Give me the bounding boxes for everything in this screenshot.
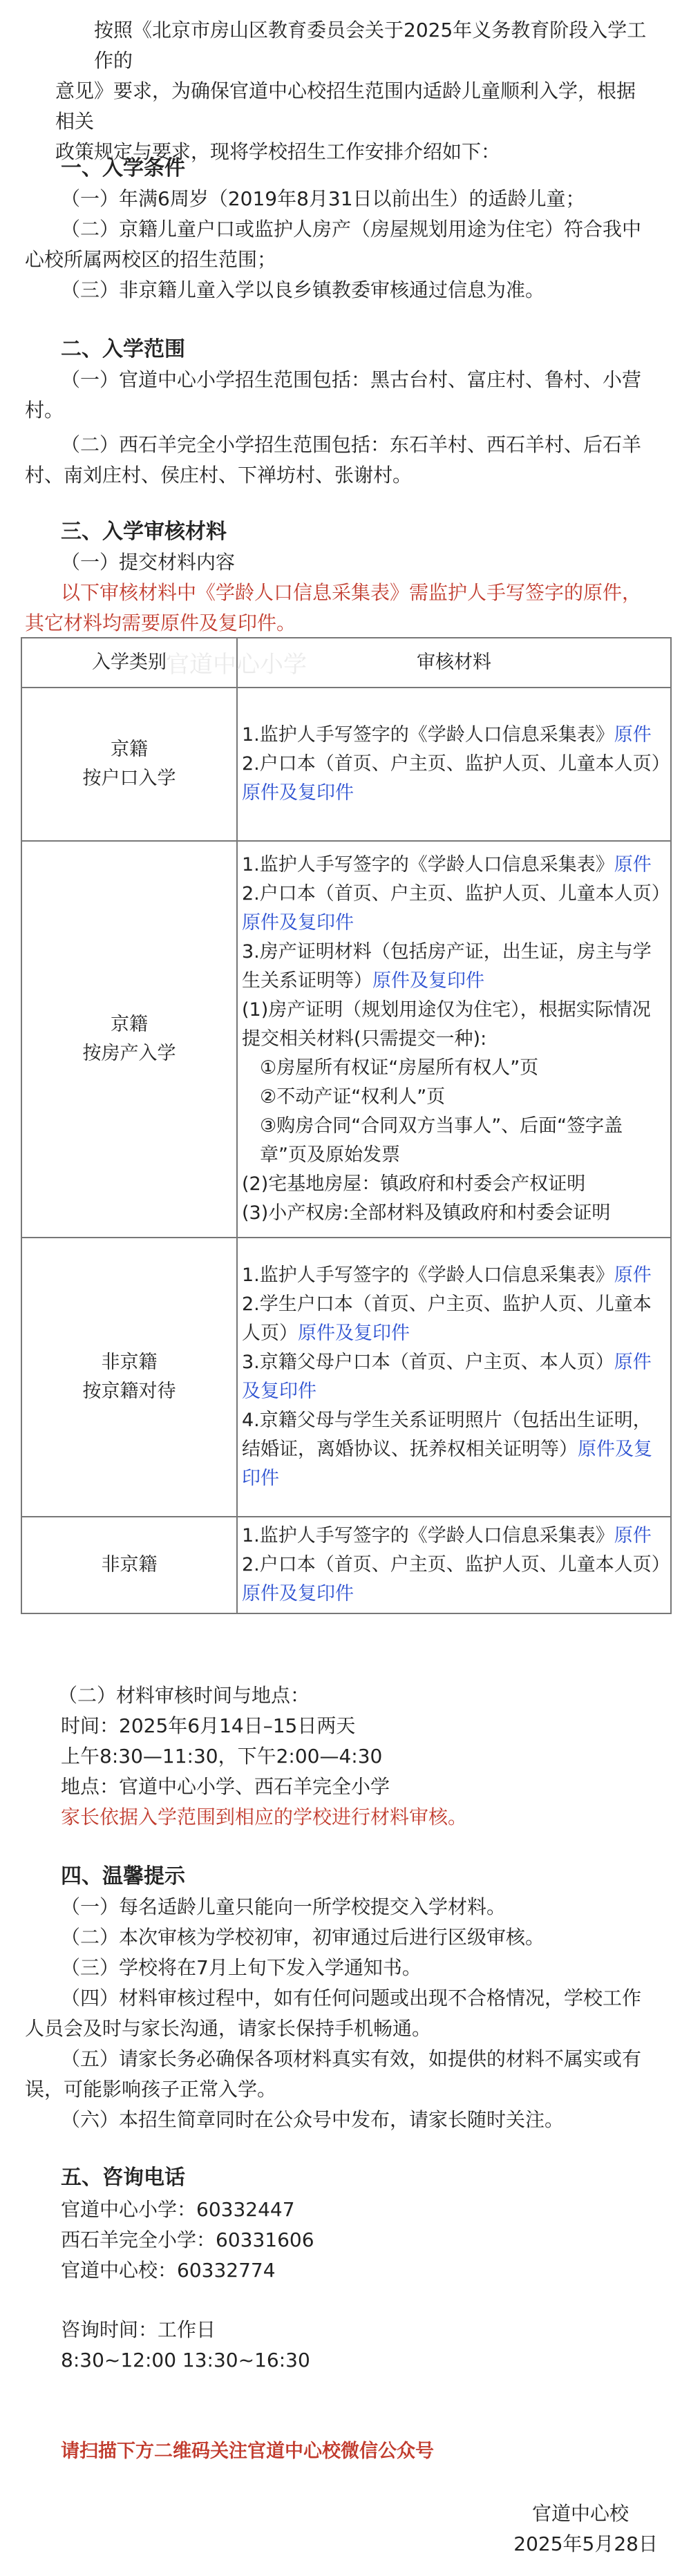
watermark: 官道中心小学 bbox=[166, 651, 307, 679]
row-2-materials: 1.监护人手写签字的《学龄人口信息采集表》原件 2.户口本（首页、户主页、监护人页、儿童本人页）原件及复印件 3.房产证明材料（包括房产证，出生证，房主与学生关系证明等）原件及复印件 (1)房产证明（规划用途仅为住宅），根据实际情况提交相关材料(只需提交一种): ①房屋所有权证“房屋所有权人”页 ②不动产证“权利人”页 ③购房合同“合同双方当事人”、后面“签字盖章”页及原始发票 (2)宅基地房屋：镇政府和村委会产权证明 (3)小产权房:全部材料及镇政府和村委会证明 bbox=[237, 841, 671, 1238]
s4-item-1: （一）每名适龄儿童只能向一所学校提交入学材料。 bbox=[61, 1895, 507, 1918]
s3-sub-1: （一）提交材料内容 bbox=[61, 551, 236, 574]
header-category: 入学类别 bbox=[21, 638, 237, 688]
s2-item-1b: 村。 bbox=[25, 399, 64, 422]
intro-line-1: 按照《北京市房山区教育委员会关于2025年义务教育阶段入学工作的 bbox=[94, 19, 647, 72]
s3-hours: 上午8:30—11:30，下午2:00—4:30 bbox=[61, 1745, 383, 1768]
row-2-category: 京籍 按房产入学 bbox=[21, 841, 237, 1238]
s2-item-2b: 村、南刘庄村、侯庄村、下禅坊村、张谢村。 bbox=[25, 464, 413, 486]
s2-item-2a: （二）西石羊完全小学招生范围包括：东石羊村、西石羊村、后石羊 bbox=[61, 433, 642, 456]
s4-item-5b: 误，可能影响孩子正常入学。 bbox=[25, 2078, 277, 2101]
s4-item-4b: 人员会及时与家长沟通，请家长保持手机畅通。 bbox=[25, 2017, 432, 2040]
materials-table bbox=[21, 637, 672, 1614]
phone-central-primary: 官道中心小学：60332447 bbox=[61, 2198, 295, 2221]
table-row bbox=[21, 1517, 671, 1613]
signature-date: 2025年5月28日 bbox=[513, 2532, 658, 2555]
s1-item-2a: （二）京籍儿童户口或监护人房产（房屋规划用途为住宅）符合我中 bbox=[61, 218, 642, 240]
section-5-title: 五、咨询电话 bbox=[61, 2166, 185, 2190]
s3-time: 时间：2025年6月14日–15日两天 bbox=[61, 1714, 356, 1737]
table-row bbox=[21, 688, 671, 841]
signature-org: 官道中心校 bbox=[531, 2502, 629, 2525]
section-2-title: 二、入学范围 bbox=[61, 337, 185, 361]
s4-item-2: （二）本次审核为学校初审，初审通过后进行区级审核。 bbox=[61, 1926, 545, 1949]
s3-red-note-b: 其它材料均需要原件及复印件。 bbox=[25, 612, 296, 634]
row-1-category: 京籍 按户口入学 bbox=[21, 688, 237, 841]
s3-place: 地点：官道中心小学、西石羊完全小学 bbox=[61, 1775, 390, 1798]
s4-item-5a: （五）请家长务必确保各项材料真实有效，如提供的材料不属实或有 bbox=[61, 2047, 642, 2070]
s3-red-note-a: 以下审核材料中《学龄人口信息采集表》需监护人手写签字的原件， bbox=[61, 581, 642, 604]
qr-code-note: 请扫描下方二维码关注官道中心校微信公众号 bbox=[61, 2441, 434, 2462]
table-row bbox=[21, 1238, 671, 1517]
intro-paragraph bbox=[55, 15, 650, 167]
s4-item-4a: （四）材料审核过程中，如有任何问题或出现不合格情况，学校工作 bbox=[61, 1987, 642, 2009]
s1-item-3: （三）非京籍儿童入学以良乡镇教委审核通过信息为准。 bbox=[61, 278, 545, 301]
s4-item-6: （六）本招生简章同时在公众号中发布，请家长随时关注。 bbox=[61, 2108, 565, 2131]
intro-line-2: 意见》要求，为确保官道中心校招生范围内适龄儿童顺利入学，根据相关 bbox=[55, 79, 636, 133]
row-4-materials: 1.监护人手写签字的《学龄人口信息采集表》原件 2.户口本（首页、户主页、监护人页、儿童本人页）原件及复印件 bbox=[237, 1517, 671, 1613]
phone-central-school: 官道中心校：60332774 bbox=[61, 2259, 276, 2282]
consult-hours: 8:30~12:00 13:30~16:30 bbox=[61, 2349, 310, 2371]
section-4-title: 四、温馨提示 bbox=[61, 1864, 185, 1888]
s1-item-1: （一）年满6周岁（2019年8月31日以前出生）的适龄儿童； bbox=[61, 187, 585, 210]
intro-line-3: 政策规定与要求，现将学校招生工作安排介绍如下： bbox=[55, 140, 501, 163]
section-1-title: 一、入学条件 bbox=[61, 156, 185, 180]
section-3-title: 三、入学审核材料 bbox=[61, 520, 227, 544]
s2-item-1a: （一）官道中心小学招生范围包括：黑古台村、富庄村、鲁村、小营 bbox=[61, 368, 642, 391]
s3-sub-2: （二）材料审核时间与地点： bbox=[58, 1684, 310, 1707]
row-1-materials: 1.监护人手写签字的《学龄人口信息采集表》原件 2.户口本（首页、户主页、监护人页、儿童本人页）原件及复印件 bbox=[237, 688, 671, 841]
row-3-category: 非京籍 按京籍对待 bbox=[21, 1238, 237, 1517]
header-materials: 审核材料 bbox=[237, 638, 671, 688]
s3-note: 家长依据入学范围到相应的学校进行材料审核。 bbox=[61, 1806, 468, 1828]
row-4-category: 非京籍 bbox=[21, 1517, 237, 1613]
table-header-row bbox=[21, 638, 671, 688]
s1-item-2b: 心校所属两校区的招生范围； bbox=[25, 248, 277, 271]
table-row bbox=[21, 841, 671, 1238]
row-3-materials: 1.监护人手写签字的《学龄人口信息采集表》原件 2.学生户口本（首页、户主页、监护人页、儿童本人页）原件及复印件 3.京籍父母户口本（首页、户主页、本人页）原件及复印件 4.京籍父母与学生关系证明照片（包括出生证明，结婚证，离婚协议、抚养权相关证明等）原件及复印件 bbox=[237, 1238, 671, 1517]
phone-xishiyang-primary: 西石羊完全小学：60331606 bbox=[61, 2228, 314, 2251]
consult-time: 咨询时间：工作日 bbox=[61, 2318, 216, 2341]
s4-item-3: （三）学校将在7月上旬下发入学通知书。 bbox=[61, 1956, 422, 1979]
